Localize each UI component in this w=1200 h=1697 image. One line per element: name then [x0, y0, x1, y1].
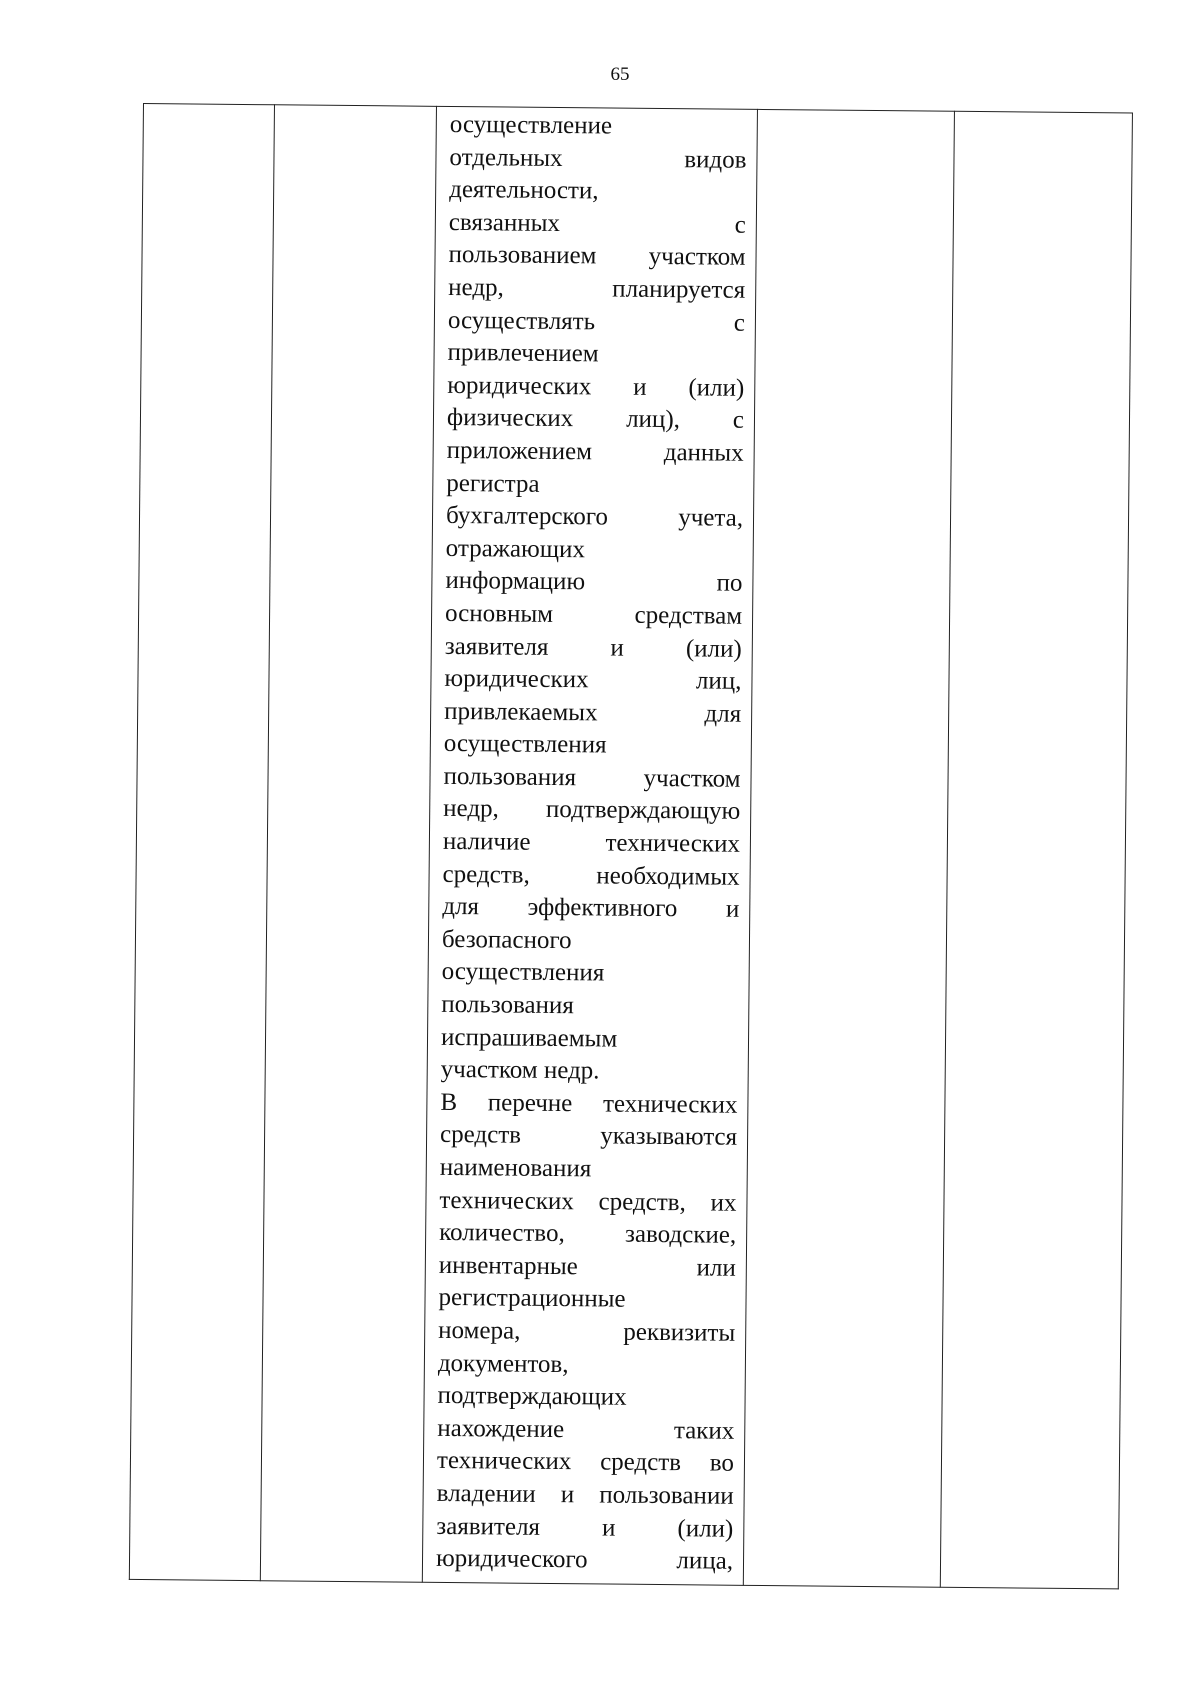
text-line: бухгалтерского учета,: [445, 502, 744, 532]
text-line: номера, реквизиты: [438, 1316, 736, 1347]
text-line: юридических лиц,: [444, 665, 742, 695]
document-table: [129, 103, 1133, 1589]
table-cell-col1: [129, 104, 274, 1581]
text-line: документов,: [437, 1349, 569, 1378]
table-cell-col4: [743, 109, 954, 1587]
text-line: технических средств, их: [439, 1186, 737, 1217]
text-line: отражающих: [445, 534, 586, 563]
text-line: средств указываются: [439, 1121, 738, 1152]
text-line: осуществления: [441, 958, 605, 987]
text-line: регистрационные: [438, 1284, 626, 1314]
text-line: средств, необходимых: [442, 860, 740, 891]
page-number: 65: [610, 64, 630, 85]
table-cell-col3: [422, 106, 757, 1585]
text-line: пользования участком: [443, 762, 741, 793]
text-line: физических лиц), с: [446, 404, 745, 435]
text-line: пользованием участком: [448, 241, 746, 272]
text-line: отдельных видов: [449, 143, 747, 174]
document-table-container: [129, 103, 1127, 1589]
text-line: заявителя и (или): [444, 632, 742, 663]
text-line: пользования: [441, 990, 574, 1020]
text-line: нахождение таких: [437, 1414, 735, 1445]
requirements-text: [423, 107, 757, 1579]
text-line: приложением данных: [446, 436, 744, 467]
table-cell-col5: [940, 111, 1132, 1589]
text-line: деятельности,: [449, 176, 599, 205]
text-line: осуществления: [443, 730, 607, 759]
text-line: недр, планируется: [448, 273, 746, 304]
text-line: наименования: [439, 1153, 592, 1183]
text-line: основным средствам: [444, 599, 743, 630]
text-line: заявителя и (или): [436, 1512, 734, 1543]
text-line: регистра: [446, 469, 540, 498]
text-line: юридических и (или): [447, 371, 745, 402]
text-line: количество, заводские,: [439, 1219, 737, 1249]
text-line: инвентарные или: [438, 1251, 736, 1282]
table-cell-col2: [260, 105, 436, 1582]
text-line: испрашиваемым: [440, 1023, 618, 1053]
text-line: участком недр.: [440, 1056, 600, 1085]
text-line: В перечне технических: [440, 1088, 738, 1119]
text-line: информацию по: [445, 567, 743, 598]
text-line: привлекаемых для: [444, 697, 742, 728]
text-line: безопасного: [441, 925, 572, 954]
table-row: [129, 104, 1132, 1589]
text-line: недр, подтверждающую: [443, 795, 741, 826]
text-line: технических средств во: [436, 1447, 735, 1478]
text-line: подтверждающих: [437, 1382, 627, 1411]
text-line: юридического лица,: [435, 1545, 734, 1575]
text-line: привлечением: [447, 339, 599, 368]
text-line: наличие технических: [442, 827, 741, 858]
text-line: осуществлять с: [447, 306, 746, 337]
text-line: связанных с: [448, 208, 746, 239]
text-line: осуществление: [449, 110, 613, 140]
text-line: для эффективного и: [442, 893, 740, 924]
text-line: владении и пользовании: [436, 1479, 734, 1510]
